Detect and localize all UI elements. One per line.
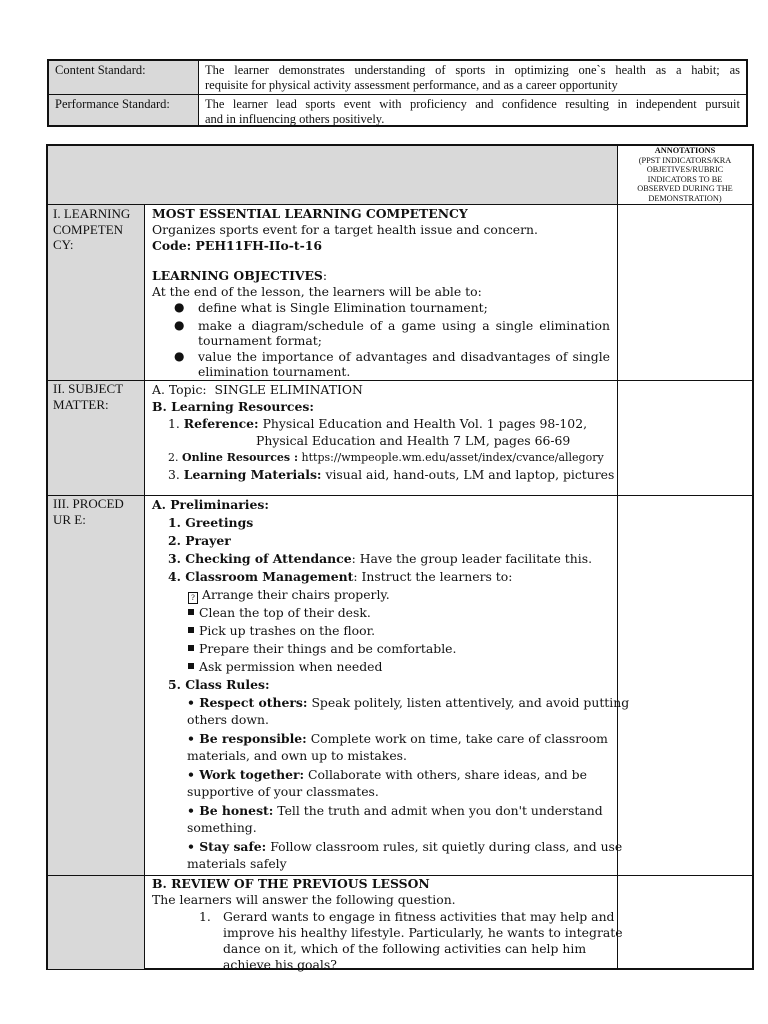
rule-4-text: Tell the truth and admit when you don't understand [277,803,603,818]
rule-4-label: • Be honest: [187,803,274,818]
competency-cell [152,206,614,380]
management-sub-5-text: Ask permission when needed [199,659,383,674]
bullet-dot: ● [174,300,185,314]
standards-table [47,59,748,127]
management-sub-3-text: Pick up trashes on the floor. [199,623,376,638]
competency-description: Organizes sports event for a target health issue and concern. [152,222,538,237]
reference-num: 1. [168,416,180,431]
objective-2-line1: make a diagram/schedule of a game using a single elimination [198,318,610,333]
annotations-line2: OBJETIVES/RUBRIC [646,165,724,175]
objectives-intro: At the end of the lesson, the learners will be able to: [152,284,482,299]
performance-standard-line2: and in influencing others positively. [205,112,385,126]
objective-2 [198,318,610,348]
review-question-number: 1. [199,909,211,924]
annotations-title: ANNOTATIONS [654,146,716,155]
online-label: Online Resources : [182,451,299,464]
square-bullet-icon [188,627,194,633]
materials-line [168,467,614,482]
management-sub-1 [188,587,390,604]
rule-1-text-cont: others down. [187,712,269,727]
review-question-line2: improve his healthy lifestyle. Particularly, he wants to integrate [223,925,623,940]
attendance-value: : Have the group leader facilitate this. [351,551,593,566]
rule-3-label: • Work together: [187,767,305,782]
management-sub-4-text: Prepare their things and be comfortable. [199,641,457,656]
rule-2-label: • Be responsible: [187,731,307,746]
subject-matter-cell [152,381,614,495]
header-gray-cell [48,146,617,204]
class-rules-heading: 5. Class Rules: [168,677,270,692]
section-label-competency: I. LEARNING COMPETEN CY: [53,206,131,252]
label-column-gray [48,205,144,969]
materials-label: Learning Materials: [183,467,322,482]
square-bullet-icon [188,663,194,669]
management-sub-3 [188,623,375,638]
section-label-subject-matter: II. SUBJECT MATTER: [53,381,123,412]
reference-value-2: Physical Education and Health 7 LM, pages 66-69 [256,433,571,448]
attendance-label: 3. Checking of Attendance [168,551,352,566]
preliminaries-heading: A. Preliminaries: [152,497,269,512]
review-question-line3: dance on it, which of the following activities can help him [223,941,587,956]
online-url: https://wmpeople.wm.edu/asset/index/cvance/allegory [301,451,604,464]
content-standard-text [199,61,746,94]
performance-standard-text [199,95,746,125]
row-divider-1 [48,204,752,205]
online-resources-line [168,451,604,464]
objective-2-line2: tournament format; [198,333,322,348]
annotations-line5: DEMONSTRATION) [648,193,722,203]
attendance-item [168,551,592,566]
rule-1-text: Speak politely, listen attentively, and avoid putting [311,695,630,710]
management-label: 4. Classroom Management [168,569,354,584]
review-intro: The learners will answer the following question. [152,892,456,907]
missing-glyph-icon: ? [188,592,198,604]
content-standard-row [49,61,746,95]
annotations-line4: OBSERVED DURING THE [637,184,733,194]
management-sub-1-text: Arrange their chairs properly. [202,587,390,602]
competency-heading: MOST ESSENTIAL LEARNING COMPETENCY [152,206,468,221]
topic-line [152,382,363,397]
content-standard-line1: The learner demonstrates understanding of sports in optimizing one`s health as a habit; as [205,63,740,77]
rule-5-label: • Stay safe: [187,839,267,854]
topic-label: A. Topic: [152,382,207,397]
performance-standard-line1: The learner lead sports event with proficiency and confidence resulting in independent pursuit [205,97,740,111]
square-bullet-icon [188,645,194,651]
rule-5-text-cont: materials safely [187,856,287,871]
annotations-header [617,146,753,204]
reference-label: Reference: [183,416,259,431]
objectives-heading-line [152,268,327,283]
objectives-heading: LEARNING OBJECTIVES [152,268,323,283]
management-value: : Instruct the learners to: [353,569,513,584]
greetings-item: 1. Greetings [168,515,254,530]
rule-1 [187,695,629,710]
materials-value: visual aid, hand-outs, LM and laptop, pictures [325,467,615,482]
performance-standard-row [49,95,746,125]
topic-value: SINGLE ELIMINATION [214,382,363,397]
bullet-dot: ● [174,349,185,363]
content-standard-line2: requisite for physical activity assessment performance, and as a career opportunity [205,78,618,92]
review-question-line1: Gerard wants to engage in fitness activities that may help and [223,909,615,924]
management-item [168,569,512,584]
materials-num: 3. [168,467,180,482]
reference-line [168,416,587,431]
performance-standard-label: Performance Standard: [49,95,199,125]
column-divider-1 [144,205,145,968]
reference-value-1: Physical Education and Health Vol. 1 pages 98-102, [262,416,588,431]
competency-code: Code: PEH11FH-IIo-t-16 [152,238,323,253]
rule-2-text-cont: materials, and own up to mistakes. [187,748,407,763]
rule-3-text-cont: supportive of your classmates. [187,784,379,799]
management-sub-4 [188,641,456,656]
rule-1-label: • Respect others: [187,695,308,710]
rule-5-text: Follow classroom rules, sit quietly during class, and use [270,839,623,854]
online-num: 2. [168,451,179,464]
objective-3-line1: value the importance of advantages and disadvantages of single [198,349,610,364]
objective-3-line2: elimination tournament. [198,364,351,379]
objective-3 [198,349,610,379]
management-sub-5 [188,659,382,674]
review-heading: B. REVIEW OF THE PREVIOUS LESSON [152,876,430,891]
prayer-item: 2. Prayer [168,533,231,548]
square-bullet-icon [188,609,194,615]
rule-4-text-cont: something. [187,820,257,835]
content-standard-label: Content Standard: [49,61,199,94]
objective-1: define what is Single Elimination tournament; [198,300,488,315]
annotations-line1: (PPST INDICATORS/KRA [638,155,732,165]
review-question-line4: achieve his goals? [223,957,337,972]
rule-3-text: Collaborate with others, share ideas, and be [308,767,587,782]
objectives-colon: : [322,268,328,283]
resources-label: B. Learning Resources: [152,399,314,414]
bullet-dot: ● [174,318,185,332]
rule-3 [187,767,587,782]
rule-2-text: Complete work on time, take care of classroom [310,731,608,746]
rule-5 [187,839,622,854]
section-label-procedure: III. PROCEDUR E: [53,496,124,527]
rule-2 [187,731,608,746]
procedure-cell [152,496,630,874]
lesson-plan-table [46,144,754,970]
annotations-line3: INDICATORS TO BE [647,174,723,184]
rule-4 [187,803,603,818]
review-cell [152,876,623,972]
management-sub-2 [188,605,371,620]
management-sub-2-text: Clean the top of their desk. [199,605,371,620]
